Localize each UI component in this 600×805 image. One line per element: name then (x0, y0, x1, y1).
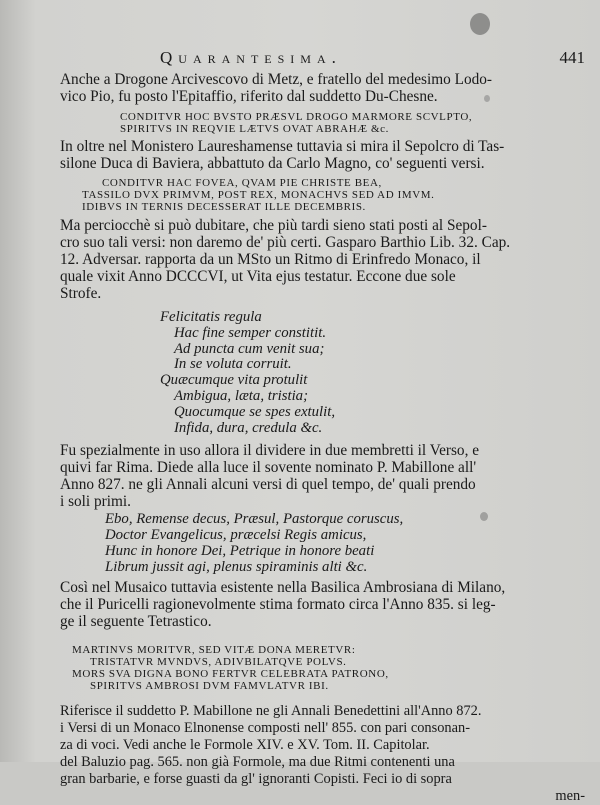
verse-line: Ebo, Remense decus, Præsul, Pastorque coruscus, (105, 511, 404, 528)
ink-stain-top (470, 13, 490, 35)
text-line: del Baluzio pag. 565. non già Formole, ma due Ritmi contenenti una (60, 753, 455, 770)
text-line: Fu spezialmente in uso allora il dividere in due membretti il Verso, e (60, 442, 480, 460)
text-line: quale vixit Anno DCCCVI, ut Vita ejus testatur. Eccone due sole (60, 268, 456, 285)
text-line: In oltre nel Monistero Laureshamense tuttavia si mira il Sepolcro di Tas- (60, 138, 505, 155)
paragraph-elnonense (60, 703, 585, 805)
text-line: gran barbarie, e forse guasti da gl' ignoranti Copisti. Feci io di sopra (60, 770, 452, 787)
poem-ebo (105, 512, 585, 575)
epitaph-line: CONDITVR HAC FOVEA, QVAM PIE CHRISTE BEA, (102, 177, 382, 189)
text-line: quivi far Rima. Diede alla luce il sovente nominato P. Mabillone all' (60, 459, 477, 477)
text-line: Così nel Musaico tuttavia esistente nella Basilica Ambrosiana di Milano, (60, 578, 506, 596)
paragraph-tassilone (60, 138, 585, 172)
epitaph-line: TASSILO DVX PRIMVM, POST REX, MONACHVS SED AD IMVM. (82, 189, 435, 201)
paragraph-erinfredo (60, 217, 585, 302)
paragraph-drogone (60, 71, 585, 105)
poem-felicitatis (160, 310, 585, 436)
epitaph-drogone (120, 111, 585, 135)
text-line: ge il seguente Tetrastico. (60, 612, 212, 630)
epitaph-line: MARTINVS MORITVR, SED VITÆ DONA MERETVR: (72, 643, 356, 656)
text-line: 12. Adversar. rapporta da un MSto un Ritmo di Erinfredo Monaco, il (60, 251, 481, 268)
paragraph-mabillone (60, 442, 585, 510)
text-line: za di voci. Vedi anche le Formole XIV. e XV. Tom. II. Capitolar. (60, 736, 430, 753)
text-line: Anno 827. ne gli Annali alcuni versi di quel tempo, de' quali prendo (60, 476, 476, 494)
verse-line: Hac fine semper constitit. (174, 324, 327, 341)
verse-line: Felicitatis regula (160, 309, 262, 325)
epitaph-line: SPIRITVS IN REQVIE LÆTVS OVAT ABRAHÆ &c. (120, 123, 389, 135)
verse-line: Hunc in honore Dei, Petrique in honore beati (105, 542, 375, 559)
text-line: Strofe. (60, 285, 102, 302)
verse-line: Infida, dura, credula &c. (174, 419, 323, 436)
verse-line: Quocumque se spes extulit, (174, 403, 336, 420)
verse-line: Doctor Evangelicus, præcelsi Regis amicus, (105, 527, 367, 544)
verse-line: In se voluta corruit. (174, 356, 292, 373)
text-line: silone Duca di Baviera, abbattuto da Carlo Magno, co' seguenti versi. (60, 155, 485, 172)
epitaph-line: CONDITVR HOC BVSTO PRÆSVL DROGO MARMORE SCVLPTO, (120, 111, 473, 123)
verse-line: Ad puncta cum venit sua; (174, 340, 325, 357)
epitaph-line: TRISTATVR MVNDVS, ADIVBILATQVE POLVS. (90, 655, 347, 668)
verse-line: Quæcumque vita protulit (160, 372, 308, 389)
verse-line: Librum jussit agi, plenus spiraminis alti &c. (105, 558, 368, 575)
page-body (60, 71, 585, 805)
text-line: i soli primi. (60, 493, 131, 511)
text-line: cro suo tali versi: non daremo de' più certi. Gasparo Barthio Lib. 32. Cap. (60, 234, 511, 251)
text-line: che il Puricelli ragionevolmente stima formato circa l'Anno 835. si leg- (60, 595, 496, 613)
paragraph-musaico (60, 579, 585, 630)
catchword: men- (555, 787, 585, 804)
epitaph-line: SPIRITVS AMBROSI DVM FAMVLATVR IBI. (90, 679, 329, 692)
epitaph-line: IDIBVS IN TERNIS DECESSERAT ILLE DECEMBRIS. (82, 201, 366, 213)
epitaph-martinus (72, 644, 585, 692)
page-number: 441 (559, 48, 585, 67)
running-title: Quarantesima. (160, 48, 342, 67)
text-line: i Versi di un Monaco Elnonense composti nell' 855. con pari consonan- (60, 719, 470, 736)
page-header (60, 48, 585, 72)
epitaph-line: MORS SVA DIGNA BONO FERTVR CELEBRATA PATRONO, (72, 667, 389, 680)
text-line: Anche a Drogone Arcivescovo di Metz, e fratello del medesimo Lodo- (60, 71, 492, 88)
epitaph-tassilone (82, 177, 585, 213)
text-line: vico Pio, fu posto l'Epitaffio, riferito dal suddetto Du-Chesne. (60, 88, 438, 105)
verse-line: Ambigua, læta, tristia; (174, 387, 309, 404)
text-line: Riferisce il suddetto P. Mabillone ne gli Annali Benedettini all'Anno 872. (60, 702, 482, 719)
text-line: Ma perciocchè si può dubitare, che più tardi sieno stati posti al Sepol- (60, 217, 487, 234)
